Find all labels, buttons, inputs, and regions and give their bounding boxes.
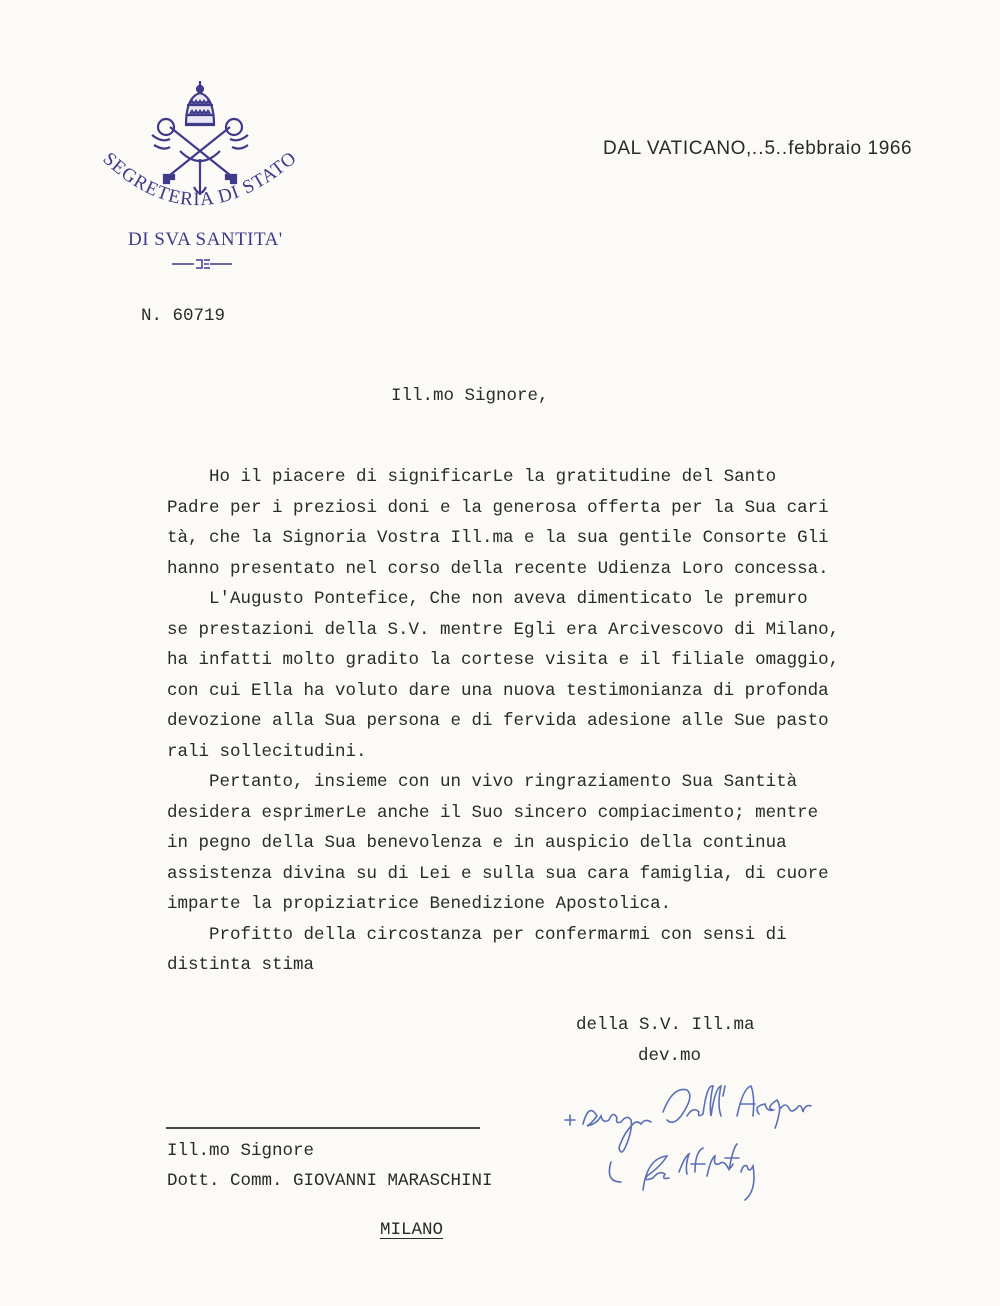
- salutation: Ill.mo Signore,: [391, 386, 549, 406]
- letterhead-arc-title: [80, 110, 330, 230]
- body-line: Padre per i preziosi doni e la generosa offerta per la Sua cari: [167, 497, 829, 518]
- protocol-number: N. 60719: [141, 306, 226, 326]
- svg-text:SEGRETERIA DI STATO: SEGRETERIA DI STATO: [98, 147, 302, 211]
- handwritten-signature: [555, 1072, 855, 1212]
- body-line: distinta stima: [167, 955, 315, 975]
- letterhead-ornament: [172, 257, 232, 271]
- body-line: ha infatti molto gradito la cortese visita e il filiale omaggio,: [167, 650, 840, 670]
- body-line: desidera esprimerLe anche il Suo sincero compiacimento; mentre: [167, 802, 819, 823]
- body-line: in pegno della Sua benevolenza e in auspicio della continua: [167, 833, 787, 853]
- body-line: con cui Ella ha voluto dare una nuova testimonianza di profonda: [167, 680, 829, 701]
- closing-line-2: dev.mo: [638, 1046, 702, 1066]
- body-line: L'Augusto Pontefice, Che non aveva dimenticato le premuro: [167, 589, 808, 609]
- recipient-name: Dott. Comm. GIOVANNI MARASCHINI: [167, 1171, 493, 1191]
- address-divider: [166, 1127, 480, 1129]
- body-line: Pertanto, insieme con un vivo ringraziamento Sua Santità: [167, 772, 798, 792]
- closing-line-1: della S.V. Ill.ma: [576, 1015, 755, 1035]
- body-line: rali sollecitudini.: [167, 741, 367, 762]
- body-line: Profitto della circostanza per confermarmi con sensi di: [167, 924, 787, 945]
- body-line: devozione alla Sua persona e di fervida adesione alle Sue pasto: [167, 711, 829, 731]
- letterhead-department: DI SVA SANTITA': [128, 229, 283, 250]
- date-prefix: DAL VATICANO,: [603, 138, 752, 159]
- date-month-year: febbraio 1966: [788, 138, 913, 159]
- body-line: tà, che la Signoria Vostra Ill.ma e la sua gentile Consorte Gli: [167, 528, 829, 548]
- recipient-title: Ill.mo Signore: [167, 1141, 315, 1161]
- letter-body: [167, 462, 839, 981]
- body-line: Ho il piacere di significarLe la gratitudine del Santo: [167, 467, 777, 487]
- body-line: assistenza divina su di Lei e sulla sua cara famiglia, di cuore: [167, 863, 829, 884]
- body-line: hanno presentato nel corso della recente Udienza Loro concessa.: [167, 558, 829, 579]
- recipient-city: MILANO: [380, 1220, 444, 1240]
- date-day: 5: [764, 138, 776, 159]
- body-line: imparte la propiziatrice Benedizione Apostolica.: [167, 894, 672, 914]
- date-line: DAL VATICANO,..5..febbraio 1966: [603, 138, 913, 159]
- body-line: se prestazioni della S.V. mentre Egli era Arcivescovo di Milano,: [167, 619, 840, 640]
